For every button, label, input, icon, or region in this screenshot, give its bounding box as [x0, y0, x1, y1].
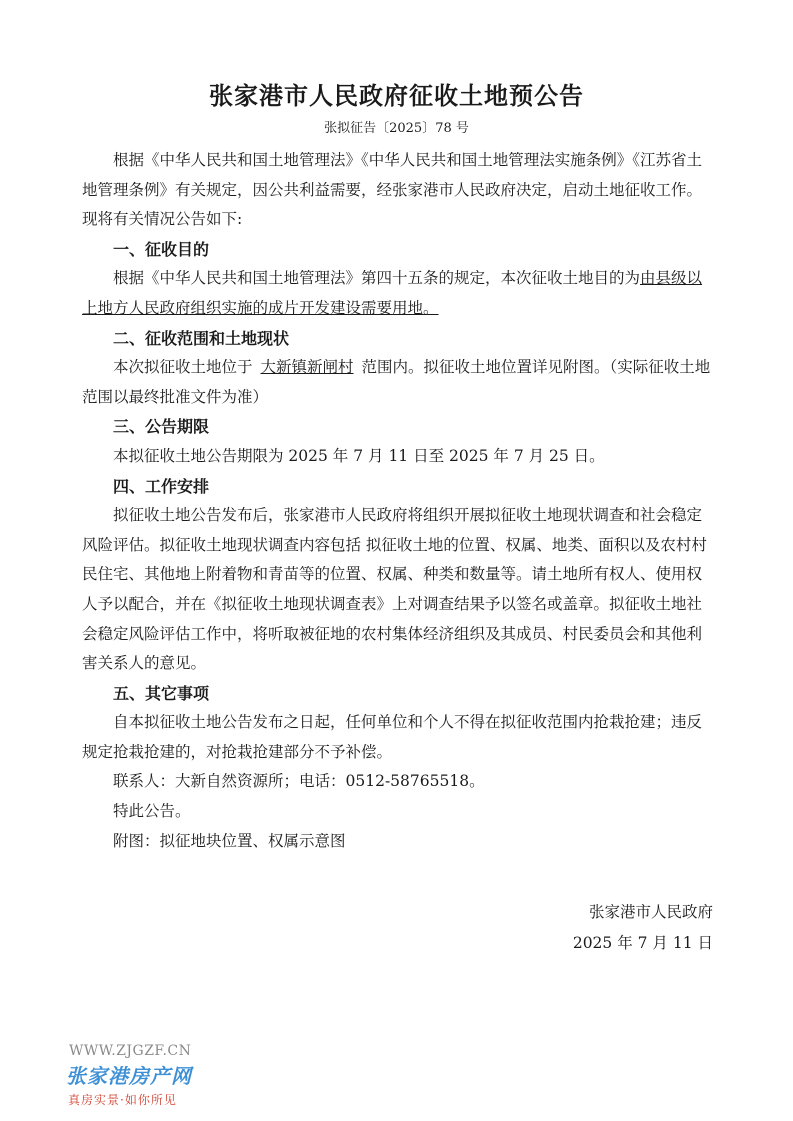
signature-block: [573, 897, 713, 959]
section-heading-scope: 二、征收范围和土地现状: [113, 328, 290, 348]
document-number: 张拟征告〔2025〕78 号: [324, 121, 469, 136]
watermark-name: 张家港房产网: [66, 1064, 192, 1088]
scope-text-before: 本次拟征收土地位于: [113, 358, 253, 377]
section-heading-period: 三、公告期限: [113, 417, 210, 437]
period-paragraph: 本拟征收土地公告期限为 2025 年 7 月 11 日至 2025 年 7 月 25 日。: [113, 446, 605, 465]
purpose-text: 根据《中华人民共和国土地管理法》第四十五条的规定，本次征收土地目的为: [113, 269, 641, 288]
signature-org: 张家港市人民政府: [588, 903, 713, 921]
other-paragraph: 自本拟征收土地公告发布之日起，任何单位和个人不得在拟征收范围内抢栽抢建；违反规定抢栽抢建的，对抢栽抢建部分不予补偿。: [82, 713, 703, 761]
section-heading-purpose: 一、征收目的: [113, 239, 210, 259]
purpose-underlined: 由县级以上地方人民政府组织实施的成片开发建设需要用地。: [82, 269, 703, 317]
contact-line: 联系人：大新自然资源所；电话：0512-58765518。: [113, 772, 485, 791]
attachment-line: 附图：拟征地块位置、权属示意图: [113, 831, 346, 850]
watermark-url: WWW.ZJGZF.CN: [69, 1043, 192, 1059]
page-title: 张家港市人民政府征收土地预公告: [209, 82, 584, 110]
purpose-paragraph: [82, 264, 714, 323]
notice-body: [82, 146, 714, 856]
scope-location-field: [253, 358, 362, 376]
scope-paragraph: [82, 353, 714, 412]
signature-date: 2025 年 7 月 11 日: [572, 934, 713, 952]
section-heading-other: 五、其它事项: [113, 683, 210, 703]
notice-line: 特此公告。: [113, 802, 191, 821]
watermark-logo: [66, 1043, 216, 1108]
arrangement-paragraph: 拟征收土地公告发布后，张家港市人民政府将组织开展拟征收土地现状调查和社会稳定风险评估。拟征收土地现状调查内容包括 拟征收土地的位置、权属、地类、面积以及农村村民住宅、其他地上附着物和青苗等的位置、权属、种类和数量等。请土地所有权人、使用权人予以配合，并在《拟征收土地现状调查表》上对调查结果予以签名或盖章。拟征收土地社会稳定风险评估工作中，将听取被征地的农村集体经济组织及其成员、村民委员会和其他利害关系人的意见。: [82, 506, 707, 673]
scope-location: 大新镇新闸村: [260, 358, 354, 377]
intro-paragraph: 根据《中华人民共和国土地管理法》《中华人民共和国土地管理法实施条例》《江苏省土地管理条例》有关规定，因公共利益需要，经张家港市人民政府决定，启动土地征收工作。现将有关情况公告如下:: [82, 151, 703, 229]
scope-text-after: 范围内。拟征收土地位置详见附图。（实际征收土地范围以最终批准文件为准）: [82, 358, 711, 406]
section-heading-arrangement: 四、工作安排: [113, 476, 210, 496]
watermark-slogan: 真房实景·如你所见: [68, 1093, 177, 1107]
